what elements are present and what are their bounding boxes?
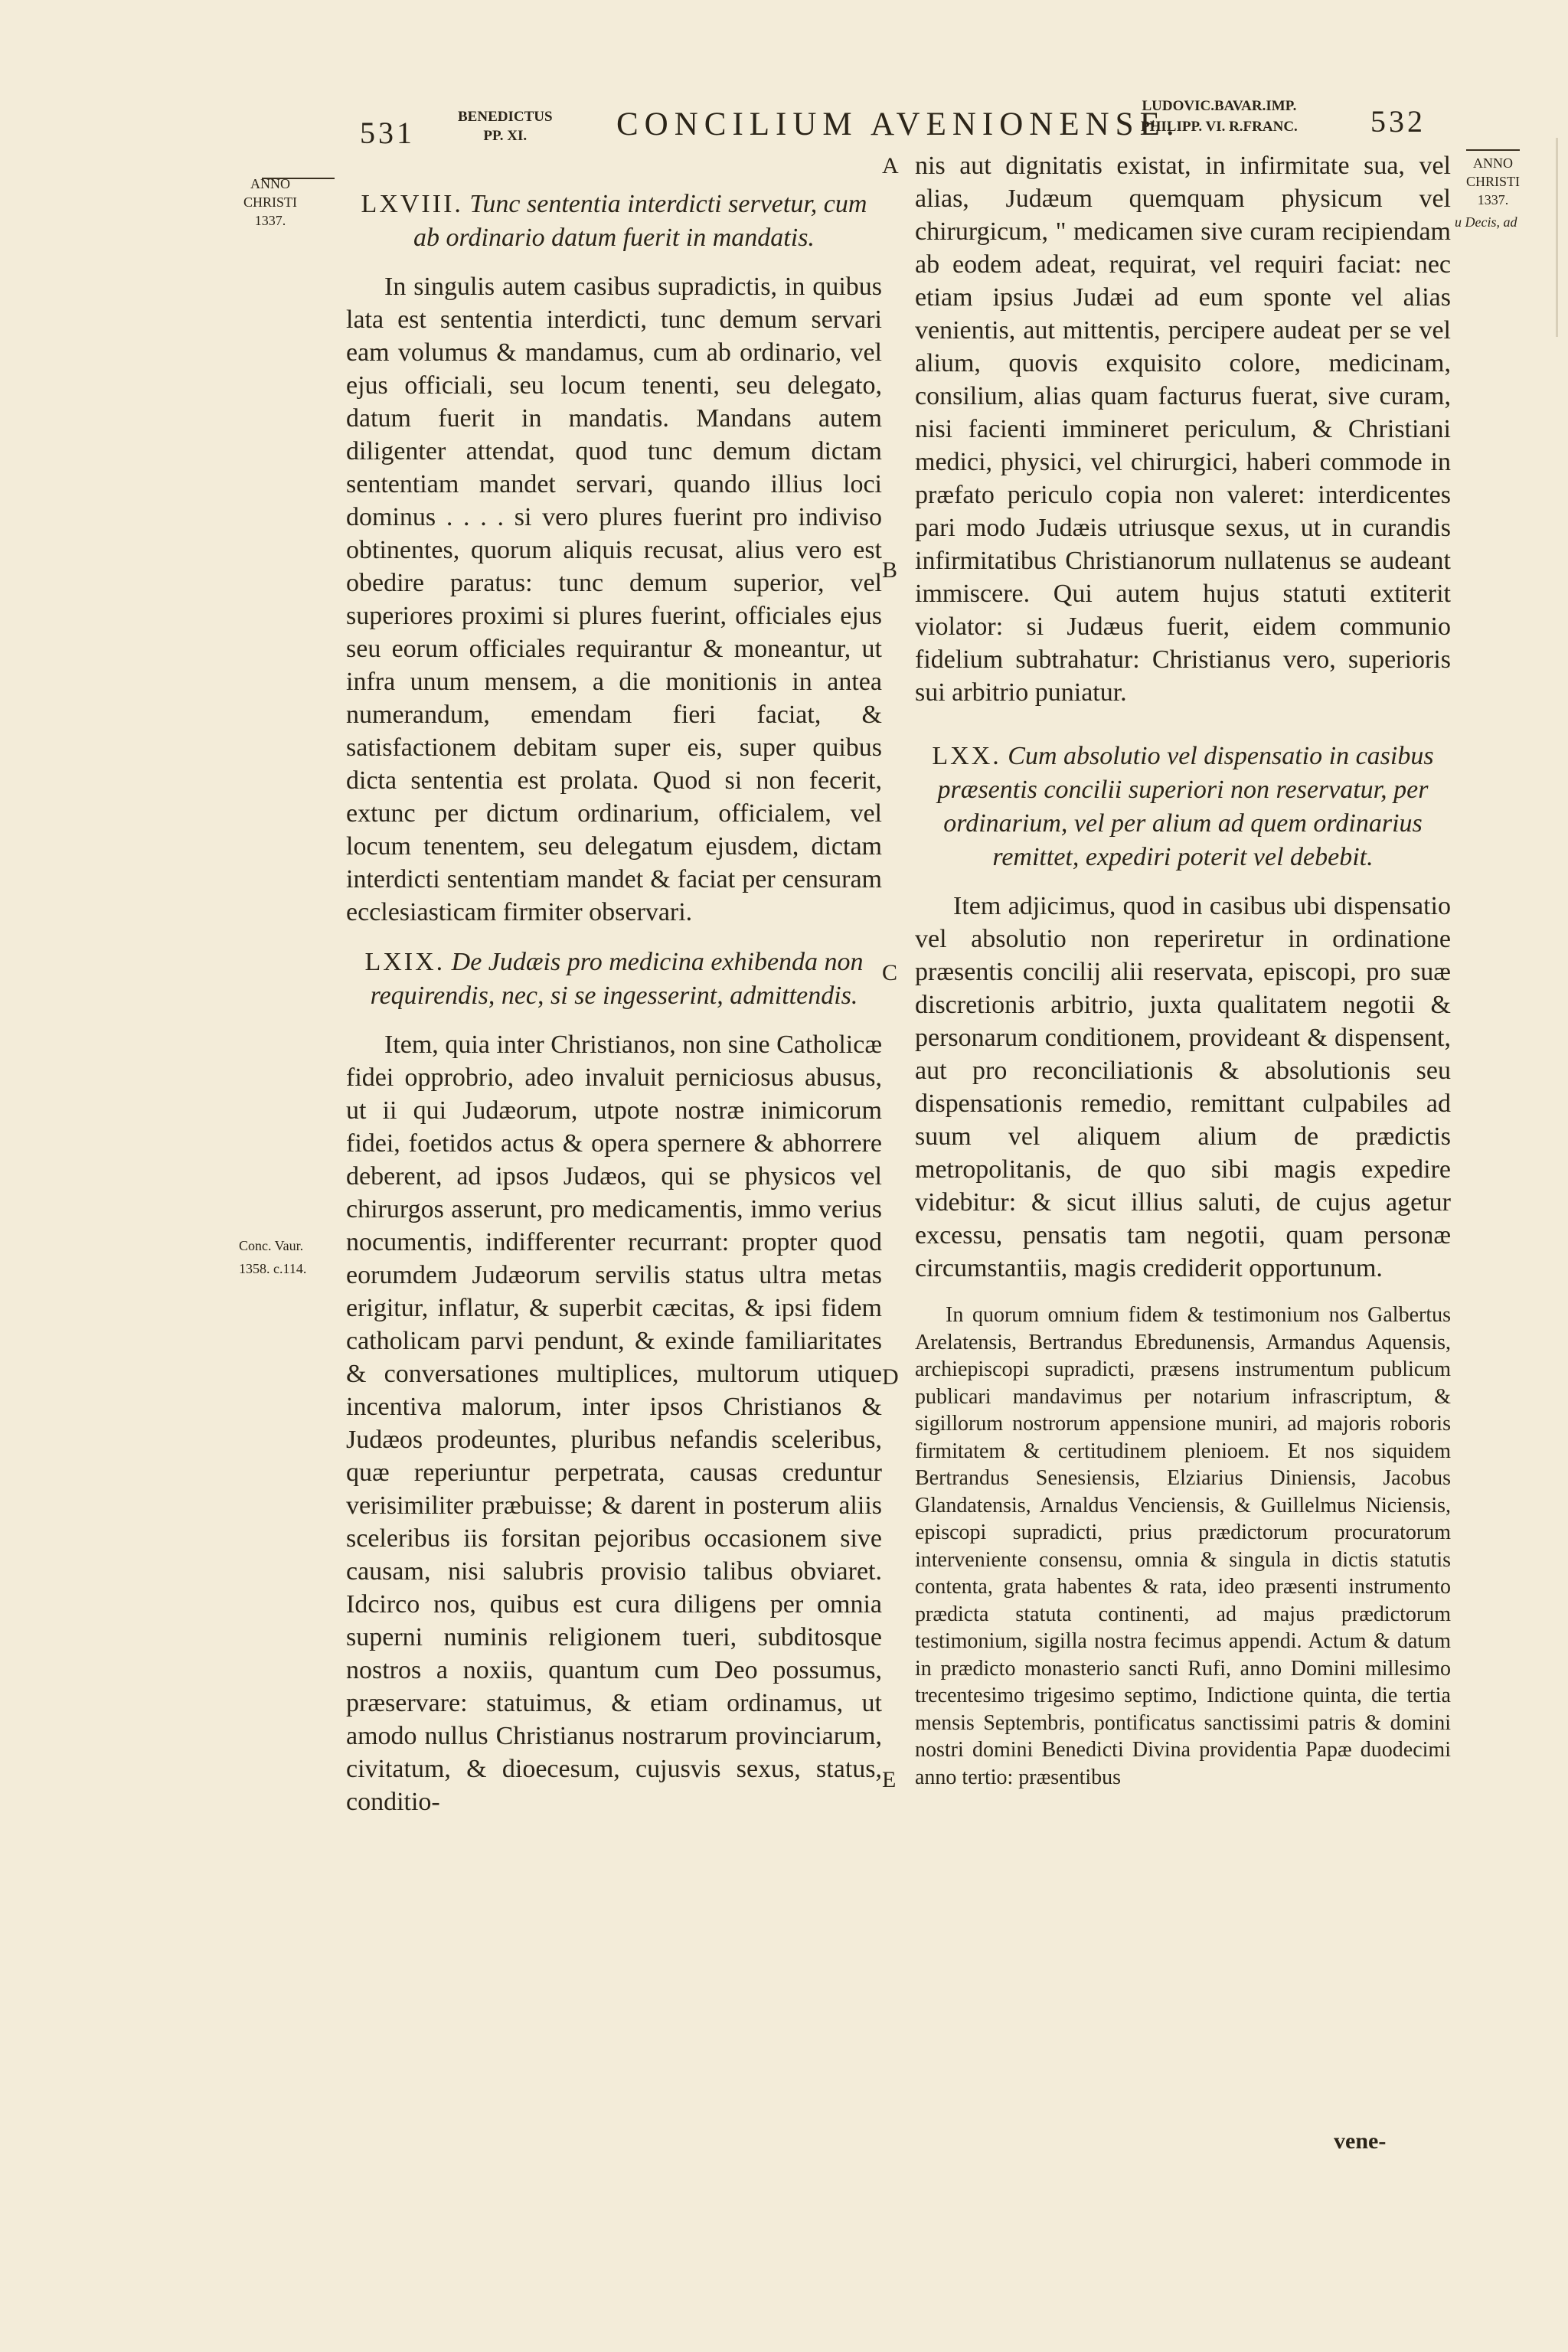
anno-right-line2: CHRISTI: [1466, 174, 1521, 189]
chapter-69-heading: [346, 946, 882, 1013]
left-pope-line2: PP. XI.: [483, 128, 528, 144]
chapter-70-number: LXX.: [932, 742, 1001, 770]
page-edge-shadow: [1556, 138, 1558, 337]
running-title: CONCILIUM AVENIONENSE.: [616, 106, 1181, 142]
section-letter-c: C: [882, 960, 898, 985]
left-pope-heading: [458, 107, 553, 145]
anno-right-line3: 1337.: [1477, 192, 1509, 207]
left-pope-line1: BENEDICTUS: [458, 109, 553, 125]
section-letter-d: D: [882, 1364, 899, 1390]
right-page-number: 532: [1370, 104, 1426, 139]
conc-note-line2: 1358. c.114.: [239, 1261, 307, 1276]
section-letter-a: A: [882, 153, 899, 178]
anno-right-line1: ANNO: [1473, 155, 1513, 171]
chapter-70-text: Item adjicimus, quod in casibus ubi dispensatio vel absolutio non reperiretur in ordinatione præsentis concilij alii reservata, episcopi, pro suæ discretionis arbitrio, juxta qualitatem negotii & personarum conditionem, provideant & dispensent, aut pro reconciliationis & absolutionis seu dispensationis remedio, remittant culpabiles ad suum vel aliquem alium de prædictis metropolitanis, de quo sibi magis expedire videbitur: & sicut illius saluti, de cujus agetur excessu, pensatis tam negotii, quam personæ circumstantiis, magis crediderit opportunum.: [915, 892, 1451, 1282]
chapter-69-continuation: nis aut dignitatis existat, in infirmitate sua, vel alias, Judæum quemquam physicum vel chirurgicum, " medicamen sive curam recipiendam ab eodem adeat, requirat, vel requiri faciat: nec etiam ipsius Judæi ad eum sponte vel alias venientis, aut mittentis, percipere audeat per se vel alium, quovis exquisito colore, medicinam, consilium, alias quam facturus fuerat, sive curam, nisi facienti immineret periculum, & Christiani medici, physici, vel chirurgici, haberi commode in præfato periculo copia non valeret: interdicentes pari modo Judæis utriusque sexus, ut in curandis infirmitatibus Christianorum nullatenus se audeant immiscere. Qui autem hujus statuti extiterit violator: si Judæus fuerit, eidem communio fidelium subtrahatur: Christianus vero, superioris sui arbitrio puniatur.: [915, 152, 1451, 707]
left-page-number: 531: [360, 116, 415, 150]
chapter-69-text: Item, quia inter Christianos, non sine Catholicæ fidei opprobrio, adeo invaluit perniciosus abusus, ut ii qui Judæorum, utpote nostræ inimicorum fidei, foetidos actus & opera spernere & abhorrere deberent, ad ipsos Judæos, qui se physicos vel chirurgos asserunt, pro medicamentis, immo verius nocumentis, indifferenter recurrant: propter quod eorumdem Judæorum servilis status ultra metas erigitur, inflatur, & superbit cæcitas, & ipsi fidem catholicam parvi pendunt, & exinde familiaritates & conversationes multiplices, multorum utique incentiva malorum, inter ipsos Christianos & Judæos prodeuntes, pluribus nefandis sceleribus, quæ reperiuntur perpetrata, causas creduntur verisimiliter præbuisse; & darent in posterum aliis sceleribus iis forsitan pejoribus occasionem sive causam, nisi salubris provisio talibus obviaret. Idcirco nos, quibus est cura diligens per omnia superni numinis religionem tueri, subditosque nostros a noxiis, quantum cum Deo possumus, præservare: statuimus, & etiam ordinamus, ut amodo nullus Christianus nostrarum provinciarum, civitatum, & dioecesum, cujusvis sexus, status, conditio-: [346, 1031, 882, 1816]
right-emperor-heading: [1141, 96, 1298, 137]
chapter-68-number: LXVIII.: [361, 190, 463, 218]
anno-left-note: [243, 175, 297, 230]
anno-left-line3: 1337.: [254, 213, 286, 228]
anno-left-line1: ANNO: [250, 176, 290, 191]
section-letter-b: B: [882, 557, 898, 583]
right-emperor-line2: PHILIPP. VI. R.FRANC.: [1141, 119, 1298, 135]
chapter-68-heading: [346, 188, 882, 255]
u-footnote-marker: u Decis, ad: [1455, 214, 1517, 230]
chapter-68-title: Tunc sententia interdicti servetur, cum ab ordinario datum fuerit in mandatis.: [413, 190, 867, 252]
chapter-70-heading: [915, 740, 1451, 874]
left-column: [346, 188, 882, 1835]
conc-note-line1: Conc. Vaur.: [239, 1238, 304, 1253]
anno-right-note: [1466, 149, 1520, 209]
chapter-70-title: Cum absolutio vel dispensatio in casibus præsentis concilii superiori non reservatur, per ordinarium, vel per alium ad quem ordinarius remittet, expediri poterit vel debebit.: [937, 742, 1434, 871]
right-column: [915, 149, 1451, 1812]
chapter-69-title: De Judæis pro medicina exhibenda non requirendis, nec, si se ingesserint, admittendis.: [370, 948, 864, 1010]
right-emperor-line1: LUDOVIC.BAVAR.IMP.: [1142, 98, 1297, 114]
closing-attestation: In quorum omnium fidem & testimonium nos Galbertus Arelatensis, Bertrandus Ebredunensis, Armandus Aquensis, archiepiscopi supradicti, præsens instrumentum publicum publicari mandavimus per notarium infrascriptum, & sigillorum nostrorum appensione muniri, ad majoris roboris firmitatem & certitudinem plenioem. Et nos siquidem Bertrandus Senesiensis, Elziarius Diniensis, Jacobus Glandatensis, Arnaldus Venciensis, & Guillelmus Niciensis, episcopi supradicti, prius prædictorum procuratorum interveniente consensu, omnia & singula in dictis statutis contenta, grata habentes & rata, ideo præsenti instrumento prædicta statuta continenti, ad majus prædictorum testimonium, sigilla nostra fecimus appendi. Actum & datum in prædicto monasterio sancti Rufi, anno Domini millesimo trecentesimo trigesimo septimo, Indictione quinta, die tertia mensis Septembris, pontificatus sanctissimi patris & domini nostri domini Benedicti Divina providentia Papæ duodecimi anno tertio: præsentibus: [915, 1303, 1451, 1789]
anno-left-line2: CHRISTI: [243, 194, 298, 210]
section-letter-e: E: [882, 1767, 897, 1792]
chapter-68-text: In singulis autem casibus supradictis, in quibus lata est sententia interdicti, tunc demum servari eam volumus & mandamus, cum ab ordinario, vel ejus officiali, seu locum tenenti, seu delegato, datum fuerit in mandatis. Mandans autem diligenter attendat, quod tunc demum dictam sententiam mandet servari, quando illius loci dominus . . . . si vero plures fuerint pro indiviso obtinentes, quorum aliquis recusat, alius vero est obedire paratus: tunc demum superior, vel superiores proximi si plures fuerint, officiales ejus seu eorum officiales requirantur & moneantur, ut infra unum mensem, a die monitionis in antea numerandum, emendam fieri faciat, & satisfactionem debitam super eis, super quibus dicta sententia est prolata. Quod si non fecerit, extunc per dictum ordinarium, officialem, vel locum tenentem, seu delegatum ejusdem, dictam interdicti sententiam mandet & faciat per censuram ecclesiasticam firmiter observari.: [346, 273, 882, 926]
chapter-69-number: LXIX.: [364, 948, 446, 976]
conc-vaur-note: [239, 1234, 306, 1280]
catchword: vene-: [1334, 2128, 1387, 2154]
